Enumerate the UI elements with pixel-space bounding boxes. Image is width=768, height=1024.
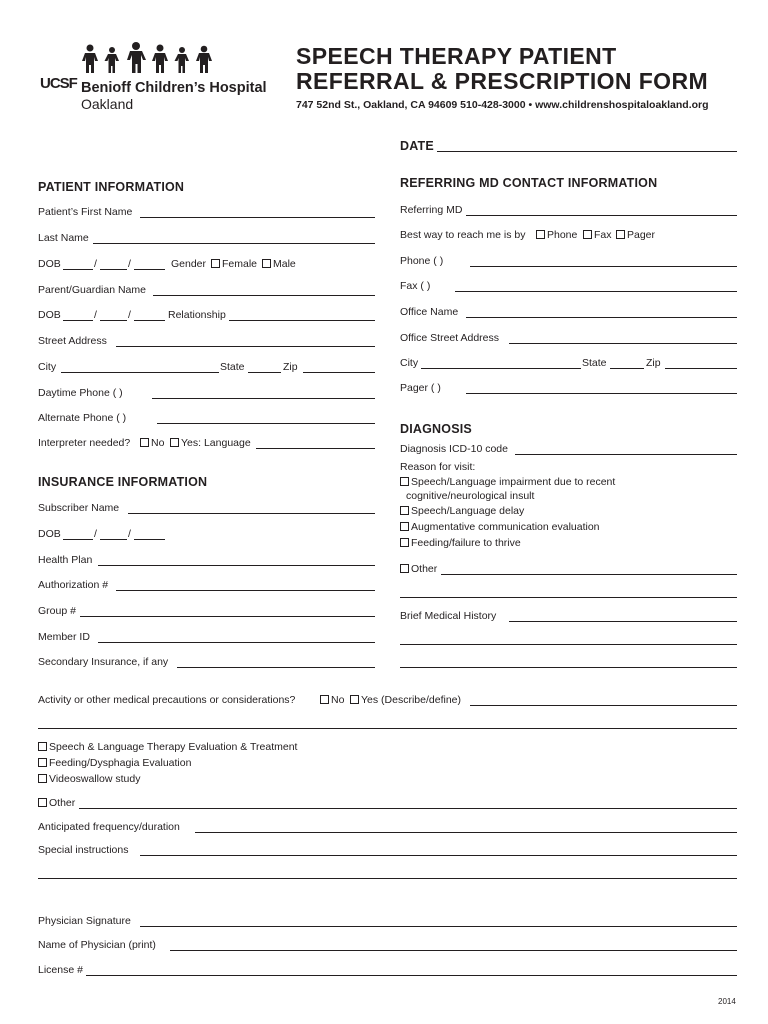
- children-silhouettes-icon: [78, 40, 233, 74]
- guardian-dob-label: DOB: [38, 309, 61, 321]
- interpreter-language-field[interactable]: [256, 448, 375, 449]
- insurance-heading: INSURANCE INFORMATION: [38, 475, 208, 489]
- female-checkbox[interactable]: [211, 259, 220, 268]
- feeding-checkbox[interactable]: [400, 538, 409, 547]
- medical-history-field[interactable]: [509, 621, 737, 622]
- physician-name-field[interactable]: [170, 950, 737, 951]
- male-option[interactable]: Male: [262, 258, 296, 270]
- reason-option-other[interactable]: Other: [400, 563, 437, 575]
- best-way-label: Best way to reach me is by: [400, 229, 526, 241]
- service-other-checkbox[interactable]: [38, 798, 47, 807]
- diagnosis-other-checkbox[interactable]: [400, 564, 409, 573]
- first-name-label: Patient’s First Name: [38, 206, 133, 218]
- member-id-field[interactable]: [98, 642, 375, 643]
- icd-field[interactable]: [515, 454, 737, 455]
- reason-option-delay[interactable]: Speech/Language delay: [400, 505, 524, 517]
- interpreter-label: Interpreter needed?: [38, 437, 131, 449]
- license-label: License #: [38, 964, 83, 976]
- md-city-field[interactable]: [421, 368, 581, 369]
- alt-phone-label: Alternate Phone ( ): [38, 412, 127, 424]
- health-plan-field[interactable]: [98, 565, 375, 566]
- md-phone-field[interactable]: [470, 266, 737, 267]
- guardian-dob-day-field[interactable]: [100, 320, 127, 321]
- patient-info-heading: PATIENT INFORMATION: [38, 180, 185, 194]
- referring-md-field[interactable]: [466, 215, 737, 216]
- md-state-field[interactable]: [610, 368, 644, 369]
- md-phone-label: Phone ( ): [400, 255, 444, 267]
- diagnosis-other-field-2[interactable]: [400, 597, 737, 598]
- signature-label: Physician Signature: [38, 915, 131, 927]
- reach-phone-option[interactable]: Phone: [536, 229, 577, 241]
- delay-checkbox[interactable]: [400, 506, 409, 515]
- office-street-label: Office Street Address: [400, 332, 500, 344]
- frequency-label: Anticipated frequency/duration: [38, 821, 180, 833]
- md-pager-label: Pager ( ): [400, 382, 441, 394]
- zip-label: Zip: [283, 361, 298, 373]
- diagnosis-heading: DIAGNOSIS: [400, 422, 472, 436]
- date-label: DATE: [400, 139, 434, 153]
- icd-label: Diagnosis ICD-10 code: [400, 443, 508, 455]
- office-name-field[interactable]: [466, 317, 737, 318]
- medical-history-field-2[interactable]: [400, 644, 737, 645]
- city-field[interactable]: [61, 372, 219, 373]
- guardian-dob-year-field[interactable]: [134, 320, 165, 321]
- referring-md-heading: REFERRING MD CONTACT INFORMATION: [400, 176, 658, 190]
- special-instructions-field-2[interactable]: [38, 878, 737, 879]
- guardian-label: Parent/Guardian Name: [38, 284, 146, 296]
- first-name-field[interactable]: [140, 217, 375, 218]
- reason-option-impairment[interactable]: Speech/Language impairment due to recent: [400, 476, 615, 488]
- hospital-location: Oakland: [81, 96, 134, 112]
- physician-name-label: Name of Physician (print): [38, 939, 156, 951]
- subscriber-label: Subscriber Name: [38, 502, 120, 514]
- reason-option-aac[interactable]: Augmentative communication evaluation: [400, 521, 600, 533]
- reason-option-impairment-cont: cognitive/neurological insult: [406, 490, 535, 502]
- service-option-dysphagia[interactable]: Feeding/Dysphagia Evaluation: [38, 757, 191, 769]
- medical-history-label: Brief Medical History: [400, 610, 497, 622]
- dob-sep: /: [94, 309, 97, 321]
- precautions-field-2[interactable]: [38, 728, 737, 729]
- precautions-label: Activity or other medical precautions or considerations?: [38, 694, 296, 706]
- secondary-insurance-field[interactable]: [177, 667, 375, 668]
- last-name-label: Last Name: [38, 232, 89, 244]
- zip-field[interactable]: [303, 372, 375, 373]
- female-option[interactable]: Female: [211, 258, 257, 270]
- dob-year-field[interactable]: [134, 269, 165, 270]
- md-fax-field[interactable]: [455, 291, 737, 292]
- md-fax-label: Fax ( ): [400, 280, 431, 292]
- license-field[interactable]: [86, 975, 737, 976]
- precautions-no-option[interactable]: No: [320, 694, 344, 706]
- dob-sep: /: [94, 528, 97, 540]
- guardian-dob-month-field[interactable]: [63, 320, 93, 321]
- hospital-logo: [38, 40, 283, 115]
- subscriber-field[interactable]: [128, 513, 375, 514]
- md-city-label: City: [400, 357, 419, 369]
- subscriber-dob-day-field[interactable]: [100, 539, 127, 540]
- subscriber-dob-month-field[interactable]: [63, 539, 93, 540]
- relationship-label: Relationship: [168, 309, 226, 321]
- interpreter-yes-option[interactable]: Yes: Language: [170, 437, 251, 449]
- authorization-label: Authorization #: [38, 579, 109, 591]
- frequency-field[interactable]: [195, 832, 737, 833]
- state-field[interactable]: [248, 372, 281, 373]
- male-checkbox[interactable]: [262, 259, 271, 268]
- reach-pager-checkbox[interactable]: [616, 230, 625, 239]
- dob-sep: /: [128, 309, 131, 321]
- md-pager-field[interactable]: [466, 393, 737, 394]
- daytime-phone-label: Daytime Phone ( ): [38, 387, 123, 399]
- md-zip-field[interactable]: [665, 368, 737, 369]
- guardian-field[interactable]: [153, 295, 375, 296]
- street-label: Street Address: [38, 335, 107, 347]
- health-plan-label: Health Plan: [38, 554, 93, 566]
- office-street-field[interactable]: [509, 343, 737, 344]
- md-zip-label: Zip: [646, 357, 661, 369]
- date-field[interactable]: [437, 151, 737, 152]
- relationship-field[interactable]: [229, 320, 375, 321]
- daytime-phone-field[interactable]: [152, 398, 375, 399]
- subscriber-dob-label: DOB: [38, 528, 61, 540]
- referring-md-label: Referring MD: [400, 204, 463, 216]
- alt-phone-field[interactable]: [157, 423, 375, 424]
- precautions-yes-option[interactable]: Yes (Describe/define): [350, 694, 461, 706]
- authorization-field[interactable]: [116, 590, 375, 591]
- form-year: 2014: [718, 997, 736, 1006]
- reach-fax-option[interactable]: Fax: [583, 229, 612, 241]
- dob-sep: /: [128, 258, 131, 270]
- ucsf-logo-text: UCSF: [40, 75, 77, 92]
- impairment-checkbox[interactable]: [400, 477, 409, 486]
- state-label: State: [220, 361, 245, 373]
- precautions-field[interactable]: [470, 705, 737, 706]
- service-option-other[interactable]: Other: [38, 797, 75, 809]
- reach-phone-checkbox[interactable]: [536, 230, 545, 239]
- group-label: Group #: [38, 605, 76, 617]
- medical-history-field-3[interactable]: [400, 667, 737, 668]
- special-instructions-field[interactable]: [140, 855, 737, 856]
- reason-option-feeding[interactable]: Feeding/failure to thrive: [400, 537, 521, 549]
- gender-label: Gender: [171, 258, 207, 270]
- service-option-videoswallow[interactable]: Videoswallow study: [38, 773, 140, 785]
- subscriber-dob-year-field[interactable]: [134, 539, 165, 540]
- dob-sep: /: [94, 258, 97, 270]
- md-state-label: State: [582, 357, 607, 369]
- precautions-no-checkbox[interactable]: [320, 695, 329, 704]
- group-field[interactable]: [80, 616, 375, 617]
- last-name-field[interactable]: [93, 243, 375, 244]
- signature-field[interactable]: [140, 926, 737, 927]
- dob-day-field[interactable]: [100, 269, 127, 270]
- precautions-yes-checkbox[interactable]: [350, 695, 359, 704]
- member-id-label: Member ID: [38, 631, 90, 643]
- service-option-evaluation[interactable]: Speech & Language Therapy Evaluation & Treatment: [38, 741, 297, 753]
- service-other-field[interactable]: [79, 808, 737, 809]
- aac-checkbox[interactable]: [400, 522, 409, 531]
- interpreter-no-checkbox[interactable]: [140, 438, 149, 447]
- form-title-line2: REFERRAL & PRESCRIPTION FORM: [296, 68, 709, 94]
- evaluation-checkbox[interactable]: [38, 742, 47, 751]
- reach-pager-option[interactable]: Pager: [616, 229, 655, 241]
- diagnosis-other-field[interactable]: [441, 574, 737, 575]
- interpreter-no-option[interactable]: No: [140, 437, 164, 449]
- dob-month-field[interactable]: [63, 269, 93, 270]
- reason-label: Reason for visit:: [400, 461, 476, 473]
- office-name-label: Office Name: [400, 306, 459, 318]
- street-field[interactable]: [116, 346, 375, 347]
- reach-fax-checkbox[interactable]: [583, 230, 592, 239]
- hospital-address: 747 52nd St., Oakland, CA 94609 510-428-3000 • www.childrenshospitaloakland.org: [296, 99, 709, 111]
- special-instructions-label: Special instructions: [38, 844, 129, 856]
- dob-label: DOB: [38, 258, 61, 270]
- dysphagia-checkbox[interactable]: [38, 758, 47, 767]
- dob-sep: /: [128, 528, 131, 540]
- interpreter-yes-checkbox[interactable]: [170, 438, 179, 447]
- form-title-line1: SPEECH THERAPY PATIENT: [296, 43, 617, 69]
- city-label: City: [38, 361, 57, 373]
- secondary-insurance-label: Secondary Insurance, if any: [38, 656, 169, 668]
- hospital-name: Benioff Children’s Hospital: [81, 80, 267, 96]
- videoswallow-checkbox[interactable]: [38, 774, 47, 783]
